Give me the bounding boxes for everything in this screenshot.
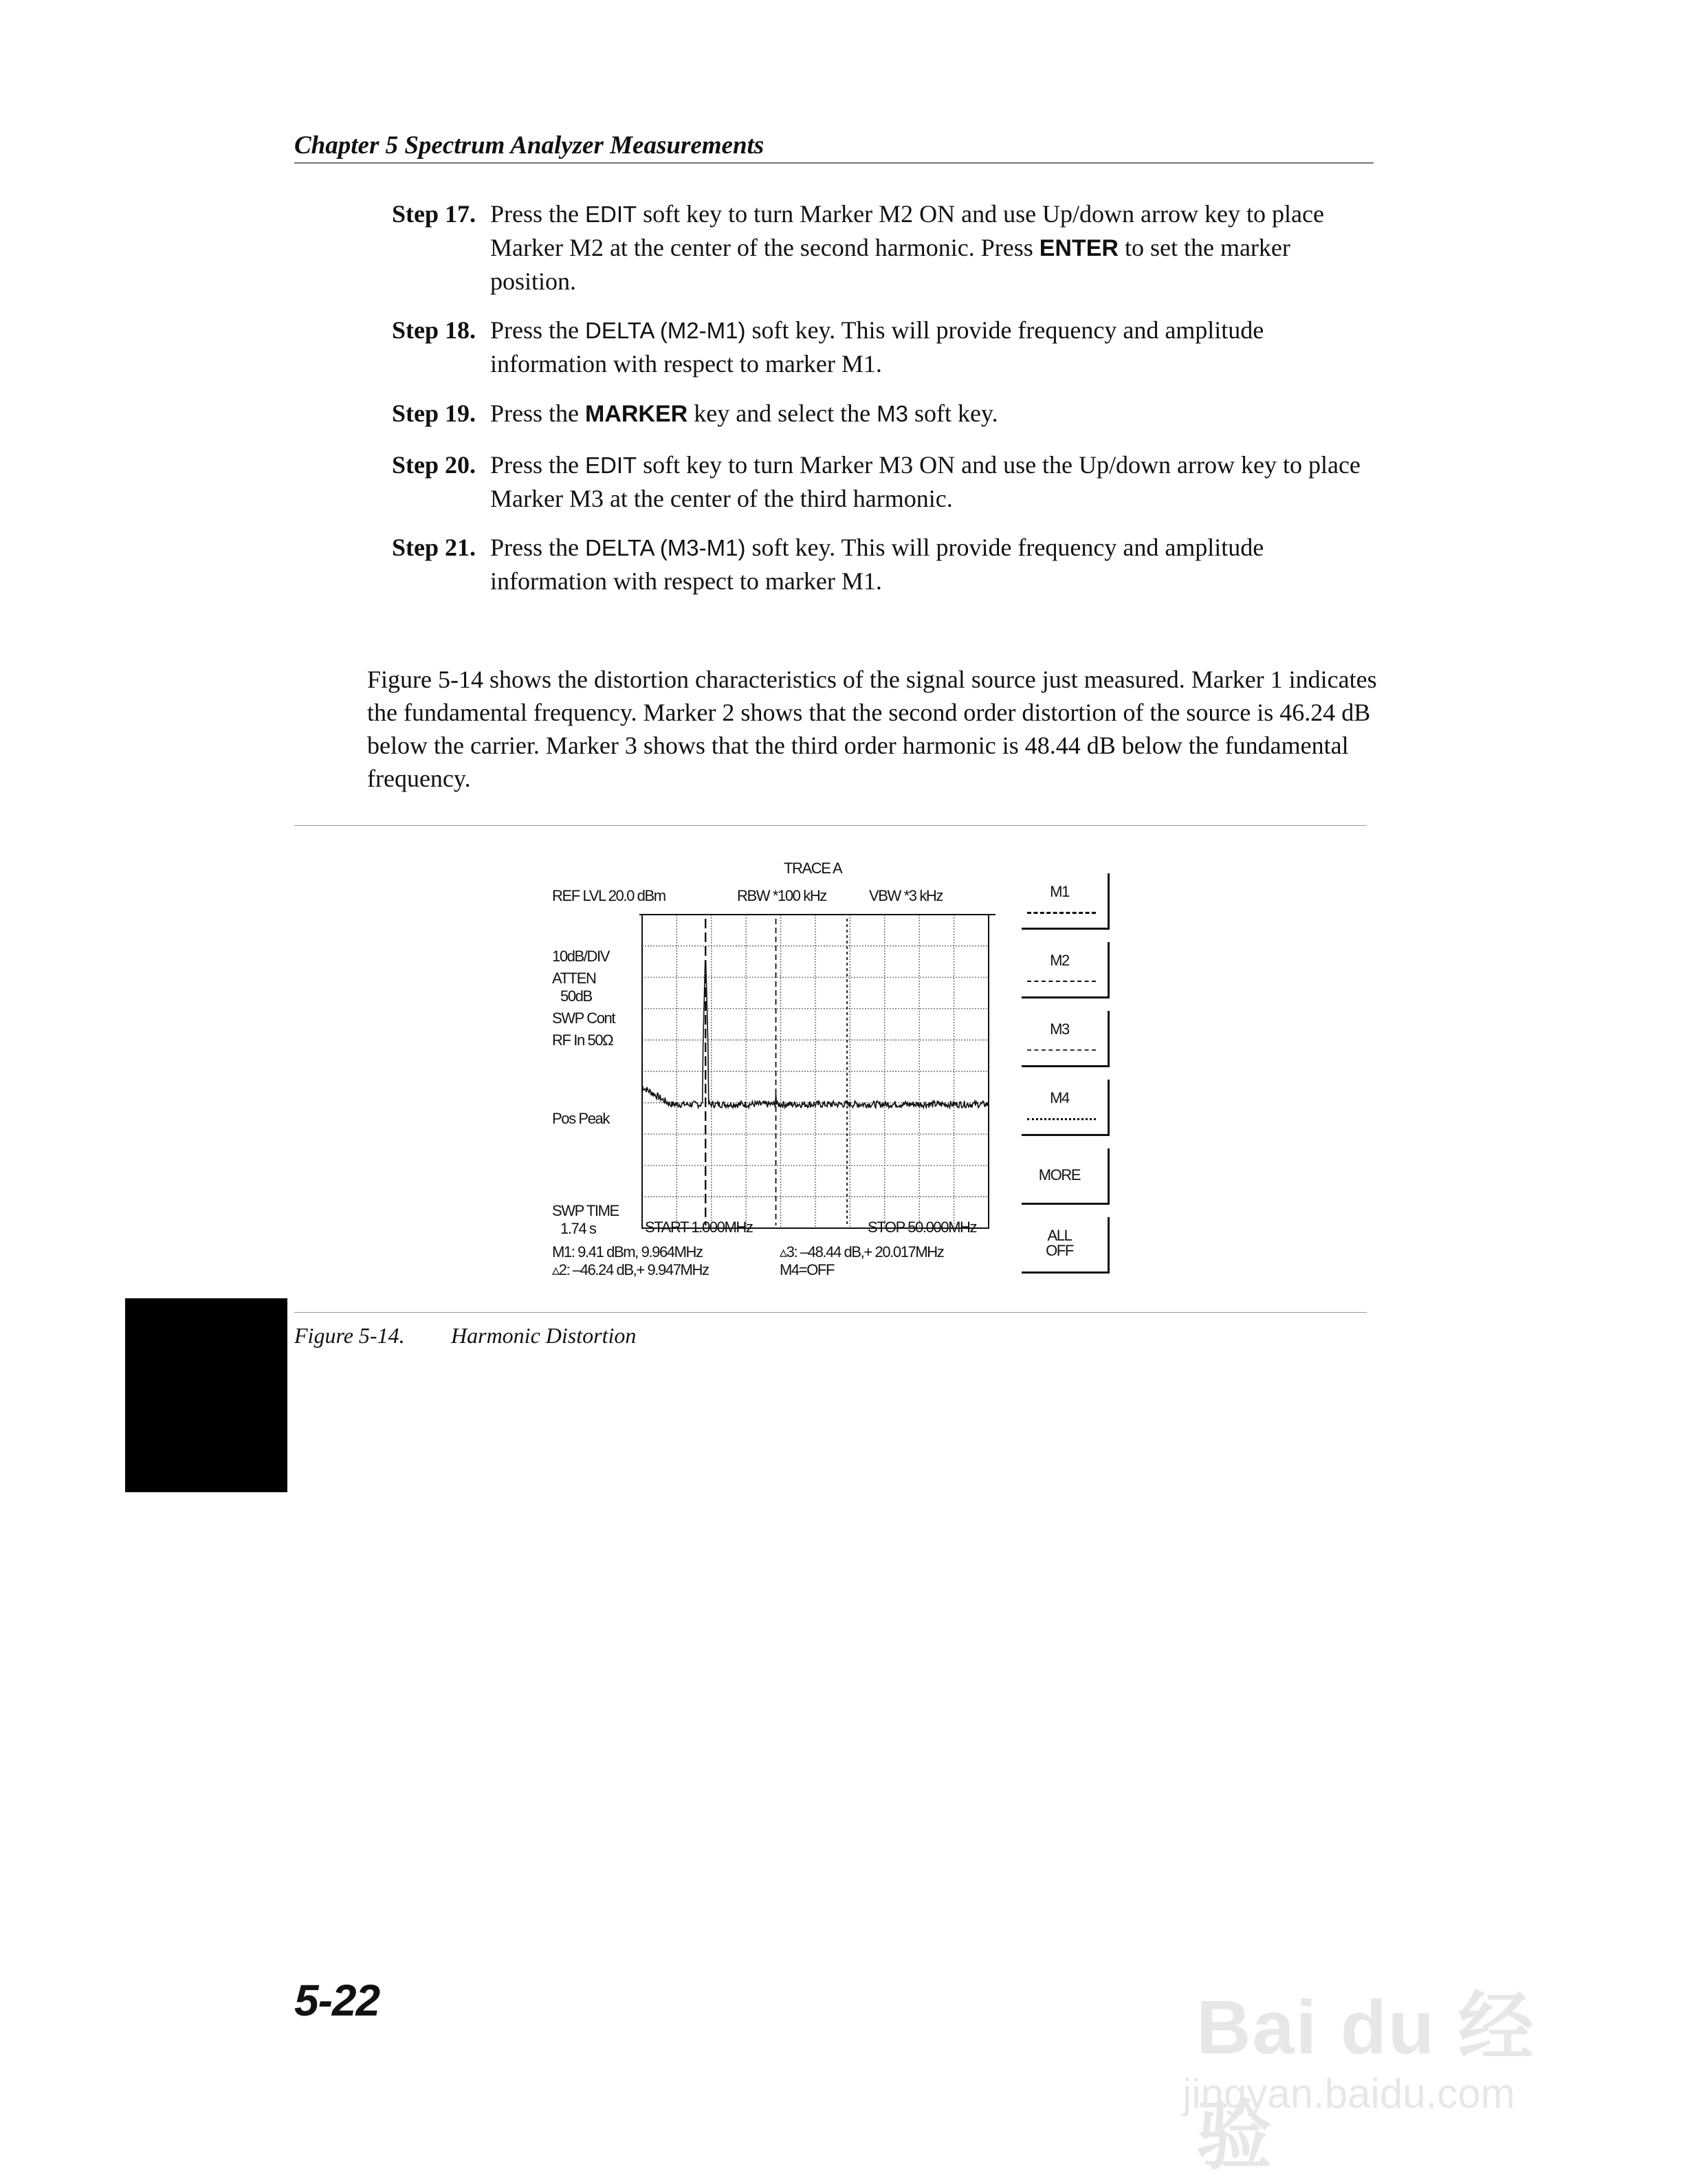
marker-delta3-readout: ▵3: –48.44 dB,+ 20.017MHz [780,1243,944,1260]
step-text: Press the MARKER key and select the M3 soft key. [490,400,998,427]
softkey-m1[interactable] [1022,873,1110,930]
step-text: Press the EDIT soft key to turn Marker M2 ON and use Up/down arrow key to place Marker M2 at the center of the second harmonic. Press ENTER to set the marker position. [490,200,1324,295]
step-21 [392,531,1375,598]
marker-delta2-readout: ▵2: –46.24 dB,+ 9.947MHz [552,1261,709,1278]
vbw-label: VBW *3 kHz [869,887,943,904]
detector-label: Pos Peak [552,1110,609,1127]
sweep-time-value: 1.74 s [560,1220,596,1237]
key-label: EDIT [585,452,637,478]
sweep-time-label: SWP TIME [552,1202,619,1219]
softkey-label: OFF [1046,1242,1073,1259]
line-style-dash [1027,981,1096,982]
watermark [1169,1898,1581,2178]
rbw-label: RBW *100 kHz [737,887,826,904]
step-text: Press the DELTA (M2-M1) soft key. This will provide frequency and amplitude information with respect to marker M1. [490,316,1264,378]
figure-top-rule [294,825,1367,826]
atten-label: ATTEN [552,970,596,987]
body-paragraph: Figure 5-14 shows the distortion characteristics of the signal source just measured. Marker 1 indicates the fundamental frequency. Marker 2 shows that the second order distortion of the source is 46.24 dB below the carrier. Marker 3 shows that the third order harmonic is 48.44 dB below the fundamental frequency. [367,666,1377,792]
step-18 [392,314,1375,380]
step-text: Press the EDIT soft key to turn Marker M3 ON and use the Up/down arrow key to place Marker M3 at the center of the third harmonic. [490,451,1361,512]
chapter-thumb-tab [125,1298,287,1492]
stop-freq-label: STOP 50.000MHz [868,1219,977,1236]
atten-value: 50dB [560,987,592,1005]
softkey-m3[interactable] [1022,1011,1110,1067]
softkey-more[interactable] [1022,1148,1110,1205]
step-number: Step 17. [392,200,476,228]
sweep-mode-label: SWP Cont [552,1009,615,1027]
step-number: Step 20. [392,451,476,479]
key-label: EDIT [585,201,637,227]
start-freq-label: START 1.000MHz [645,1219,753,1236]
rf-input-label: RF In 50Ω [552,1031,613,1049]
scale-label: 10dB/DIV [552,948,609,965]
step-number: Step 18. [392,316,476,344]
spectrum-display [639,905,997,1235]
step-number: Step 19. [392,400,476,427]
caption-title: Harmonic Distortion [451,1323,637,1348]
line-style-dotted [1027,1118,1096,1120]
page-number: 5-22 [294,1976,380,2025]
marker-m1-readout: M1: 9.41 dBm, 9.964MHz [552,1243,703,1260]
chapter-header: Chapter 5 Spectrum Analyzer Measurements [294,131,764,160]
figure-caption [294,1323,636,1348]
softkey-m2[interactable] [1022,942,1110,998]
key-label: DELTA (M2-M1) [585,318,746,343]
key-label: MARKER [585,401,688,427]
softkey-label: MORE [1038,1166,1081,1183]
step-19 [392,397,1375,430]
softkey-label: ALL [1047,1227,1072,1244]
softkey-m4[interactable] [1022,1080,1110,1136]
softkey-label: M2 [1050,952,1069,969]
step-17 [392,197,1375,298]
figure-bottom-rule [294,1312,1367,1313]
header-rule [294,162,1374,164]
step-text: Press the DELTA (M3-M1) soft key. This will provide frequency and amplitude information with respect to marker M1. [490,534,1264,595]
key-label: DELTA (M3-M1) [585,535,746,560]
caption-number: Figure 5-14. [294,1323,405,1348]
ref-level-label: REF LVL 20.0 dBm [552,887,666,904]
watermark-url: jingyan.baidu.com [1182,2071,1515,2117]
softkey-label: M4 [1050,1089,1069,1106]
trace-label: TRACE A [784,860,842,877]
softkey-label: M1 [1050,883,1069,900]
key-label: ENTER [1039,235,1119,261]
key-label: M3 [877,401,908,426]
softkey-all-off[interactable] [1022,1217,1110,1274]
line-style-solid-dash [1027,912,1096,914]
step-number: Step 21. [392,534,476,561]
step-20 [392,448,1375,515]
watermark-logo-text: Bai du 经验 [1196,1985,1535,2178]
line-style-short-dash [1027,1049,1096,1051]
softkey-label: M3 [1050,1020,1069,1038]
marker-m4-readout: M4=OFF [780,1261,834,1278]
